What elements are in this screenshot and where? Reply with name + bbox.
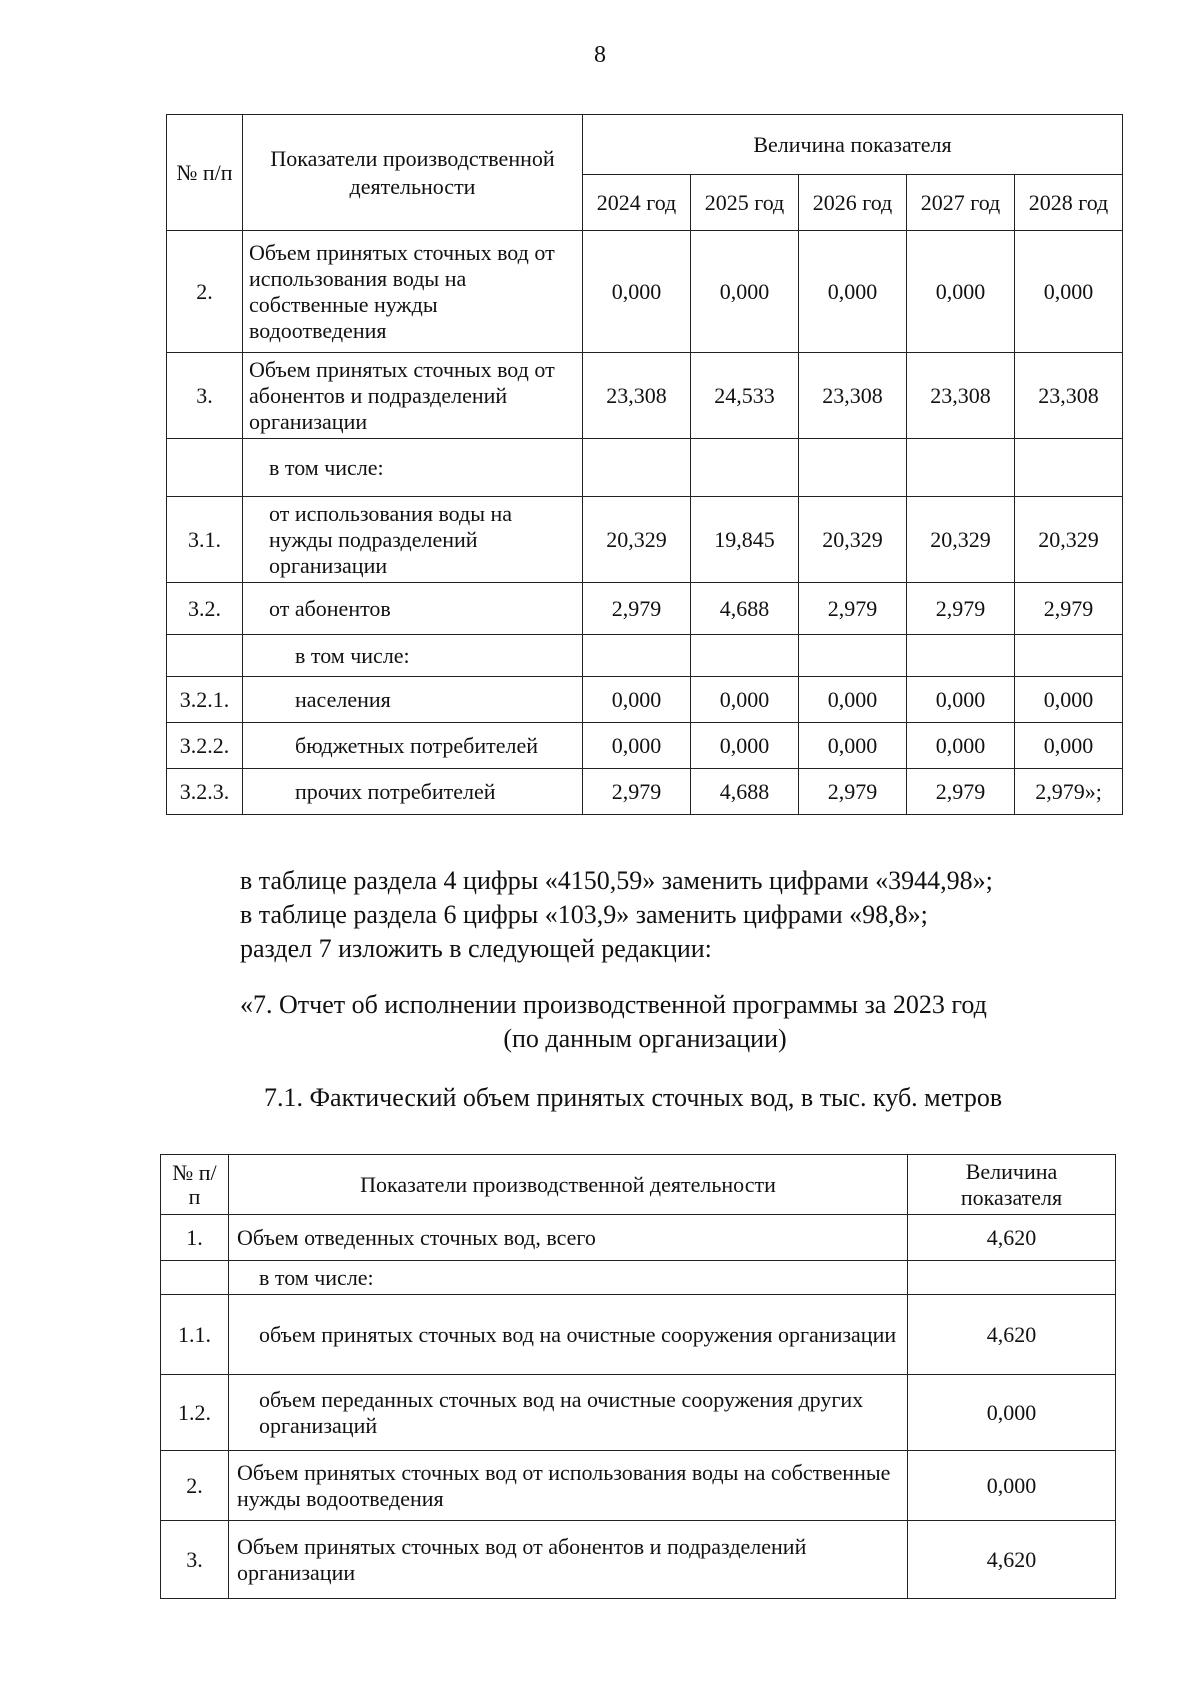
indicator-name: бюджетных потребителей (243, 723, 583, 769)
indicator-value (583, 439, 691, 497)
indicator-value: 0,000 (799, 677, 907, 723)
indicator-value: 2,979 (799, 583, 907, 635)
indicator-value: 0,000 (907, 231, 1015, 353)
indicator-name: прочих потребителей (243, 769, 583, 815)
indicator-value: 0,000 (799, 231, 907, 353)
indicator-value: 20,329 (907, 497, 1015, 583)
indicator-value (691, 635, 799, 677)
table-row (161, 1261, 1116, 1295)
indicator-name: Объем принятых сточных вод от абонентов и подразделений организации (229, 1521, 908, 1599)
indicator-value: 0,000 (1015, 231, 1123, 353)
indicator-value: 0,000 (799, 723, 907, 769)
row-number: 3. (167, 353, 243, 439)
table-row (167, 439, 1123, 497)
table-row (161, 1375, 1116, 1451)
table-row (167, 497, 1123, 583)
indicator-value (583, 635, 691, 677)
table-row (161, 1521, 1116, 1599)
table-row (161, 1295, 1116, 1375)
table-row (167, 677, 1123, 723)
row-number (161, 1261, 229, 1295)
indicator-value: 0,000 (691, 723, 799, 769)
indicator-name: от использования воды на нужды подразделений организации (243, 497, 583, 583)
table-row (161, 1215, 1116, 1261)
table-row (167, 723, 1123, 769)
indicator-value: 0,000 (1015, 677, 1123, 723)
table-row (167, 231, 1123, 353)
section-title-line2: (по данным организации) (503, 1024, 787, 1053)
row-number: 1. (161, 1215, 229, 1261)
row-number: 3.2.3. (167, 769, 243, 815)
t2-header-num: № п/п (161, 1155, 229, 1215)
indicator-value: 2,979 (907, 769, 1015, 815)
indicator-value: 20,329 (799, 497, 907, 583)
section-title-line1: «7. Отчет об исполнении производственной программы за 2023 год (240, 990, 987, 1019)
indicator-name: населения (243, 677, 583, 723)
indicator-value: 20,329 (1015, 497, 1123, 583)
subsection-title: 7.1. Фактический объем принятых сточных вод, в тыс. куб. метров (264, 1083, 1003, 1112)
indicator-value: 2,979 (583, 583, 691, 635)
t2-header-value: Величина показателя (908, 1155, 1116, 1215)
indicator-value (908, 1261, 1116, 1295)
table-row (167, 635, 1123, 677)
indicator-value: 4,620 (908, 1215, 1116, 1261)
indicator-value (799, 439, 907, 497)
indicator-value: 0,000 (907, 723, 1015, 769)
header-num: № п/п (167, 115, 243, 231)
indicator-value: 0,000 (583, 231, 691, 353)
indicator-name: объем принятых сточных вод на очистные сооружения организации (229, 1295, 908, 1375)
row-number (167, 635, 243, 677)
indicator-name: объем переданных сточных вод на очистные сооружения других организаций (229, 1375, 908, 1451)
indicator-value: 2,979 (799, 769, 907, 815)
indicator-value: 24,533 (691, 353, 799, 439)
row-number: 2. (161, 1451, 229, 1521)
indicator-name: Объем принятых сточных вод от абонентов и подразделений организации (243, 353, 583, 439)
row-number: 3.2.1. (167, 677, 243, 723)
indicator-value: 23,308 (799, 353, 907, 439)
indicator-value: 0,000 (583, 723, 691, 769)
indicator-value (1015, 439, 1123, 497)
t2-header-name: Показатели производственной деятельности (229, 1155, 908, 1215)
table2-body (161, 1215, 1116, 1599)
indicator-value: 4,620 (908, 1521, 1116, 1599)
indicator-name: Объем принятых сточных вод от использования воды на собственные нужды водоотведения (229, 1451, 908, 1521)
row-number: 3. (161, 1521, 229, 1599)
indicator-name: от абонентов (243, 583, 583, 635)
paragraph-1: в таблице раздела 4 цифры «4150,59» заменить цифрами «3944,98»; (240, 866, 993, 895)
header-value-group: Величина показателя (583, 115, 1123, 175)
header-year: 2025 год (691, 175, 799, 231)
indicator-value: 0,000 (691, 231, 799, 353)
row-number: 3.2. (167, 583, 243, 635)
row-number: 3.2.2. (167, 723, 243, 769)
indicator-name: в том числе: (229, 1261, 908, 1295)
indicator-value: 23,308 (907, 353, 1015, 439)
indicator-value: 20,329 (583, 497, 691, 583)
indicator-value: 23,308 (583, 353, 691, 439)
paragraph-2: в таблице раздела 6 цифры «103,9» заменить цифрами «98,8»; (240, 900, 928, 929)
indicator-value: 0,000 (908, 1375, 1116, 1451)
indicator-value: 2,979 (1015, 583, 1123, 635)
indicator-value: 23,308 (1015, 353, 1123, 439)
table-row (167, 353, 1123, 439)
row-number: 3.1. (167, 497, 243, 583)
table-row (167, 769, 1123, 815)
indicator-value: 4,688 (691, 769, 799, 815)
header-name: Показатели производственной деятельности (243, 115, 583, 231)
table-row (167, 583, 1123, 635)
indicator-value (799, 635, 907, 677)
row-number (167, 439, 243, 497)
indicator-value: 4,688 (691, 583, 799, 635)
row-number: 2. (167, 231, 243, 353)
paragraph-3: раздел 7 изложить в следующей редакции: (240, 934, 712, 963)
indicator-name: в том числе: (243, 635, 583, 677)
production-indicators-table (166, 114, 1123, 815)
table-row (161, 1451, 1116, 1521)
indicator-value: 2,979 (907, 583, 1015, 635)
indicator-name: в том числе: (243, 439, 583, 497)
header-year: 2026 год (799, 175, 907, 231)
header-year: 2024 год (583, 175, 691, 231)
page-number: 8 (594, 42, 606, 68)
indicator-value (1015, 635, 1123, 677)
header-year: 2028 год (1015, 175, 1123, 231)
indicator-value: 2,979»; (1015, 769, 1123, 815)
indicator-name: Объем отведенных сточных вод, всего (229, 1215, 908, 1261)
indicator-value: 0,000 (908, 1451, 1116, 1521)
indicator-value: 0,000 (691, 677, 799, 723)
indicator-value: 0,000 (907, 677, 1015, 723)
header-year: 2027 год (907, 175, 1015, 231)
indicator-value (907, 635, 1015, 677)
indicator-value: 0,000 (1015, 723, 1123, 769)
indicator-name: Объем принятых сточных вод от использования воды на собственные нужды водоотведения (243, 231, 583, 353)
row-number: 1.1. (161, 1295, 229, 1375)
indicator-value (907, 439, 1015, 497)
indicator-value: 4,620 (908, 1295, 1116, 1375)
table1-body (167, 231, 1123, 815)
indicator-value (691, 439, 799, 497)
indicator-value: 2,979 (583, 769, 691, 815)
row-number: 1.2. (161, 1375, 229, 1451)
indicator-value: 19,845 (691, 497, 799, 583)
actual-wastewater-table (160, 1154, 1116, 1599)
indicator-value: 0,000 (583, 677, 691, 723)
